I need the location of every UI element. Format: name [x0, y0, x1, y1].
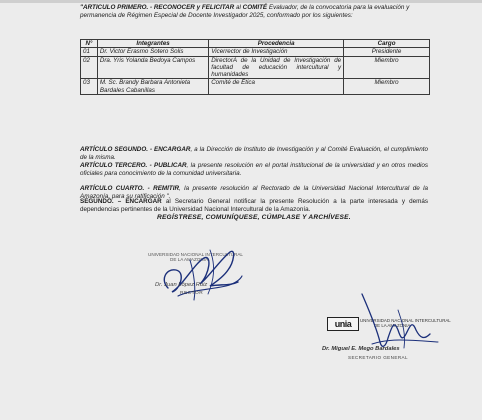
row-number: 02	[81, 56, 98, 79]
article-cuarto-label: ARTÍCULO CUARTO. - REMITIR	[80, 185, 180, 192]
rector-role: RECTOR	[180, 291, 204, 296]
rector-signature-image	[150, 240, 250, 310]
secretary-role: SECRETARIO GENERAL	[348, 355, 408, 360]
scan-top-edge	[0, 0, 482, 3]
article-primero	[80, 4, 426, 20]
row-procedencia: Vicerrector de Investigación	[209, 48, 344, 56]
row-procedencia: DirectorA de la Unidad de Investigación de facultad de educación intercultural y humanidades	[209, 56, 344, 79]
article-segundo	[80, 146, 428, 161]
header-number: N°	[81, 40, 98, 48]
row-integrante: Dr. Victor Erasmo Sotero Solis	[97, 48, 208, 56]
resolution-segundo	[80, 198, 428, 213]
article-primero-label: "ARTICULO PRIMERO. - RECONOCER y FELICITAR	[80, 4, 235, 11]
committee-table	[80, 39, 430, 95]
secretary-seal-line-1: UNIVERSIDAD NACIONAL INTERCULTURAL	[360, 318, 451, 323]
header-cargo: Cargo	[344, 40, 430, 48]
resolution-segundo-label: SEGUNDO. – ENCARGAR	[80, 198, 162, 205]
header-procedencia: Procedencia	[209, 40, 344, 48]
rector-seal-line-1: UNIVERSIDAD NACIONAL INTERCULTURAL	[148, 252, 243, 257]
unia-logo: unia	[327, 317, 359, 331]
rector-seal-line-2: DE LA AMAZONIA	[170, 257, 209, 263]
article-primero-connector: al	[234, 4, 243, 11]
rector-name: Dr. Juan López Ruiz	[155, 282, 208, 288]
row-cargo: Presidente	[344, 48, 430, 56]
article-tercero-label: ARTÍCULO TERCERO. - PUBLICAR	[80, 162, 187, 169]
row-procedencia: Comité de Ética	[209, 79, 344, 95]
row-cargo: Miembro	[344, 56, 430, 79]
table-row	[81, 48, 430, 56]
article-segundo-text: , a la Dirección de Instituto de Investigación y al Comité Evaluación, el cumplimiento de la misma.	[80, 146, 428, 161]
article-tercero-text: , la presente resolución en el portal institucional de la universidad y en otros medios oficiales para conocimiento de la comunidad universitaria.	[80, 162, 428, 177]
article-segundo-label: ARTÍCULO SEGUNDO. - ENCARGAR	[80, 146, 191, 153]
row-integrante: Dra. Yris Yolanda Bedoya Campos	[97, 56, 208, 79]
row-number: 01	[81, 48, 98, 56]
secretary-seal-line-2: DE LA AMAZONIA	[374, 323, 411, 329]
table-row	[81, 56, 430, 79]
row-number: 03	[81, 79, 98, 95]
article-primero-text: Evaluador, de la convocatoria para la evaluación y permanencia de Régimen Especial de Docente Investigador 2025, conformado por los siguientes:	[80, 4, 410, 20]
table-row	[81, 79, 430, 95]
article-tercero	[80, 162, 428, 177]
resolution-segundo-text: al Secretario General notificar la presente Resolución a la parte interesada y demás dependencias pertinentes de la Universidad Nacional Intercultural de la Amazonía.	[80, 198, 428, 213]
article-cuarto-text: , la presente resolución al Rectorado de la Universidad Nacional Intercultural de la Amazonía, para su ratificación ".	[80, 185, 428, 200]
committee-word: COMITÉ	[242, 4, 268, 11]
secretary-name: Dr. Miguel E. Mego Bardales	[322, 346, 400, 352]
row-integrante: M. Sc. Brandy Barbara Antonieta Bardales Cabanillas	[97, 79, 208, 95]
header-integrantes: Integrantes	[97, 40, 208, 48]
closing-formula: REGÍSTRESE, COMUNÍQUESE, CÚMPLASE Y ARCHÍVESE.	[157, 214, 351, 221]
committee-table-header	[81, 40, 430, 48]
row-cargo: Miembro	[344, 79, 430, 95]
